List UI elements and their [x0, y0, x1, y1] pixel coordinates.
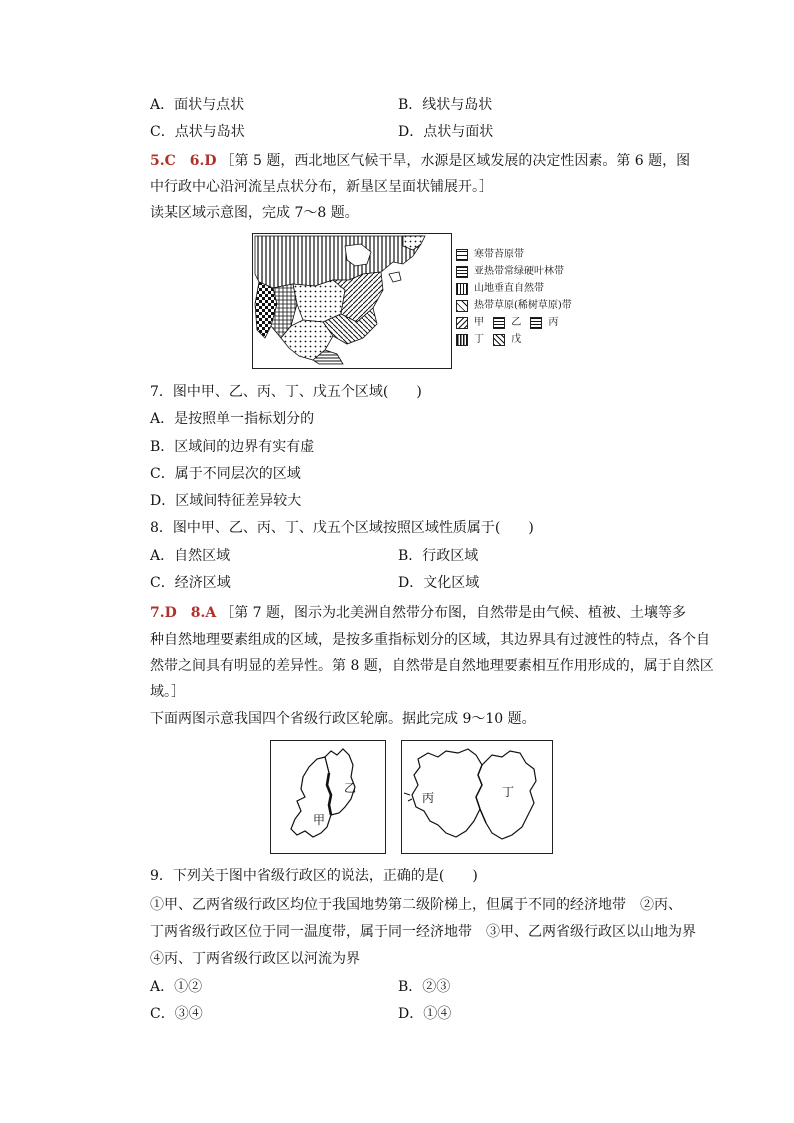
label-bing: 丙	[422, 791, 435, 805]
legend-key-wu: 戊	[511, 334, 522, 345]
legend-key-bing: 丙	[548, 317, 559, 328]
province-outline-map-right	[401, 740, 553, 854]
province-outline-left	[271, 741, 383, 851]
swatch-jia	[456, 317, 468, 329]
explanation-text: 中行政中心沿河流呈点状分布，新垦区呈面状铺展开。］	[150, 179, 493, 195]
map-legend	[456, 245, 576, 355]
map-figure	[253, 234, 449, 366]
legend-key-ding: 丁	[474, 334, 484, 345]
q7-option-b: B．区域间的边界有实有虚	[150, 439, 315, 455]
swatch-savanna	[456, 300, 468, 312]
q8-option-b: B．行政区域	[398, 548, 479, 564]
answer-7-8	[150, 603, 686, 623]
label-jia: 甲	[313, 813, 326, 827]
explanation-text: 种自然地理要素组成的区域，是按多重指标划分的区域，其边界具有过渡性的特点，各个自	[150, 632, 710, 648]
q9-option-c: C．③④	[150, 1006, 203, 1022]
q7-stem: 7．图中甲、乙、丙、丁、戊五个区域( )	[150, 384, 422, 400]
q9-statement: 丁两省级行政区位于同一温度带，属于同一经济地带 ③甲、乙两省级行政区以山地为界	[150, 924, 696, 940]
q7-option-d: D．区域间特征差异较大	[150, 493, 302, 509]
q8-option-d: D．文化区域	[398, 575, 480, 591]
intro-7-8: 读某区域示意图，完成 7～8 题。	[150, 205, 359, 221]
swatch-mountain	[456, 283, 468, 295]
north-america-zone-map	[252, 233, 452, 369]
legend-item-savanna: 热带草原(稀树草原)带	[456, 296, 572, 312]
label-yi: 乙	[344, 781, 357, 795]
q4-option-a: A．面状与点状	[150, 97, 245, 113]
swatch-bing	[530, 317, 542, 329]
legend-item-mountain: 山地垂直自然带	[456, 279, 544, 295]
swatch-wu	[493, 334, 505, 346]
answer-key: 5.C 6.D	[150, 153, 217, 169]
q9-option-b: B．②③	[398, 979, 451, 995]
q9-stem: 9．下列关于图中省级行政区的说法，正确的是( )	[150, 868, 478, 884]
q7-option-c: C．属于不同层次的区域	[150, 466, 301, 482]
swatch-sclerophyll	[456, 266, 468, 278]
explanation-text: 然带之间具有明显的差异性。第 8 题，自然带是自然地理要素相互作用形成的，属于自然区	[150, 658, 714, 674]
legend-key-yi: 乙	[511, 317, 522, 328]
q8-stem: 8．图中甲、乙、丙、丁、戊五个区域按照区域性质属于( )	[150, 520, 534, 536]
legend-key-jia: 甲	[474, 317, 484, 328]
legend-item-sclerophyll: 亚热带常绿硬叶林带	[456, 262, 564, 278]
q8-option-a: A．自然区域	[150, 548, 231, 564]
q9-statement: ①甲、乙两省级行政区均位于我国地势第二级阶梯上，但属于不同的经济地带 ②丙、	[150, 897, 682, 913]
q9-option-d: D．①④	[398, 1006, 452, 1022]
explanation-text: 域。］	[150, 684, 185, 700]
legend-keys-row-2	[456, 330, 521, 346]
explanation-text: ［第 7 题，图示为北美洲自然带分布图，自然带是由气候、植被、土壤等多	[220, 605, 687, 621]
answer-5-6	[150, 151, 690, 171]
label-ding: 丁	[502, 785, 515, 799]
q7-option-a: A．是按照单一指标划分的	[150, 411, 315, 427]
q8-option-c: C．经济区域	[150, 575, 231, 591]
q4-option-b: B．线状与岛状	[398, 97, 493, 113]
legend-keys-row-1	[456, 313, 558, 329]
intro-9-10: 下面两图示意我国四个省级行政区轮廓。据此完成 9～10 题。	[150, 711, 536, 727]
explanation-text: ［第 5 题，西北地区气候干旱，水源是区域发展的决定性因素。第 6 题，图	[220, 153, 691, 169]
q4-option-c: C．点状与岛状	[150, 124, 245, 140]
swatch-ding	[456, 334, 468, 346]
answer-key: 7.D 8.A	[150, 605, 217, 621]
province-outline-map-left	[270, 740, 386, 854]
q9-option-a: A．①②	[150, 979, 203, 995]
q9-statement: ④丙、丁两省级行政区以河流为界	[150, 951, 360, 967]
q4-option-d: D．点状与面状	[398, 124, 494, 140]
swatch-tundra	[456, 249, 468, 261]
legend-item-tundra: 寒带苔原带	[456, 245, 524, 261]
swatch-yi	[493, 317, 505, 329]
